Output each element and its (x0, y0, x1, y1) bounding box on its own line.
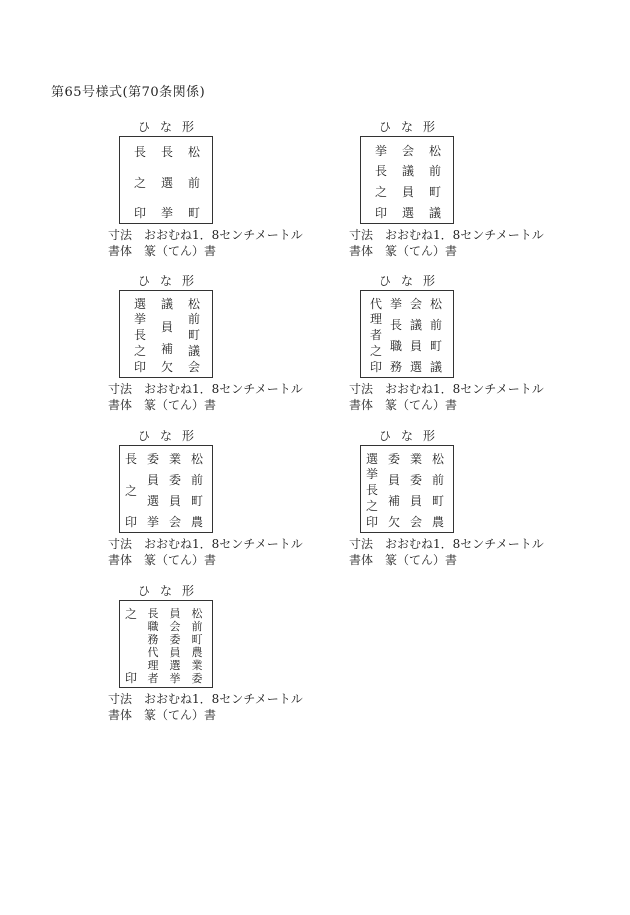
seal-char: 長 (389, 318, 402, 332)
size-spec: 寸法 おおむね1．8センチメートル (349, 228, 544, 242)
seal-char: 代 (369, 297, 382, 311)
seal-char: 之 (374, 185, 387, 199)
hina-char: 形 (181, 584, 194, 598)
seal-char: 者 (147, 672, 159, 685)
hina-char: ひ (138, 120, 151, 134)
seal-block-6 (349, 429, 549, 569)
seal-block-2 (349, 120, 549, 260)
seal-char: 理 (369, 312, 382, 326)
size-spec: 寸法 おおむね1．8センチメートル (108, 228, 303, 242)
form-title: 第65号様式(第70条関係) (51, 85, 206, 100)
seal-char: 員 (169, 607, 181, 620)
seal-char: 長 (365, 483, 378, 497)
hina-label (138, 274, 194, 288)
seal-char: 欠 (160, 360, 173, 374)
seal-char: 員 (409, 494, 422, 508)
hina-char: 形 (181, 274, 194, 288)
seal-char: 委 (191, 672, 203, 685)
seal-char: 町 (191, 633, 203, 646)
seal-char: 松 (187, 145, 200, 159)
seal-block-3 (108, 274, 308, 414)
size-spec: 寸法 おおむね1．8センチメートル (108, 692, 303, 706)
seal-char: 業 (168, 452, 181, 466)
hina-char: な (159, 429, 172, 443)
font-style-spec: 書体 篆（てん）書 (108, 553, 217, 567)
hina-char: な (400, 429, 413, 443)
seal-block-5 (108, 429, 308, 569)
seal-char: 印 (374, 206, 387, 220)
hina-label (379, 274, 435, 288)
seal-char: 前 (431, 473, 444, 487)
seal-char: 之 (124, 607, 137, 621)
seal-char: 松 (429, 297, 442, 311)
hina-char: ひ (138, 584, 151, 598)
seal-char: 町 (431, 494, 444, 508)
seal-char: 選 (401, 206, 414, 220)
seal-box (360, 290, 454, 378)
seal-char: 之 (369, 344, 382, 358)
seal-char: 松 (428, 144, 441, 158)
seal-block-1 (108, 120, 308, 260)
font-style-spec: 書体 篆（てん）書 (349, 398, 458, 412)
hina-char: ひ (379, 429, 392, 443)
seal-box (360, 445, 454, 533)
seal-char: 長 (133, 145, 146, 159)
seal-char: 補 (387, 494, 400, 508)
hina-char: な (400, 120, 413, 134)
seal-char: 松 (191, 607, 203, 620)
seal-char: 議 (187, 344, 200, 358)
seal-char: 委 (169, 633, 181, 646)
seal-char: 選 (409, 360, 422, 374)
seal-char: 議 (429, 360, 442, 374)
seal-char: 理 (147, 659, 159, 672)
font-style-spec: 書体 篆（てん）書 (108, 398, 217, 412)
seal-box (119, 290, 213, 378)
seal-char: 委 (387, 452, 400, 466)
seal-char: 長 (147, 607, 159, 620)
seal-char: 農 (190, 515, 203, 529)
seal-block-4 (349, 274, 549, 414)
seal-char: 印 (133, 360, 146, 374)
hina-label (138, 584, 194, 598)
seal-char: 会 (168, 515, 181, 529)
seal-char: 長 (374, 164, 387, 178)
size-spec: 寸法 おおむね1．8センチメートル (108, 382, 303, 396)
seal-char: 選 (133, 297, 146, 311)
seal-box (119, 600, 213, 688)
seal-char: 印 (369, 360, 382, 374)
seal-char: 委 (409, 473, 422, 487)
seal-char: 議 (401, 164, 414, 178)
size-spec: 寸法 おおむね1．8センチメートル (349, 382, 544, 396)
seal-char: 農 (431, 515, 444, 529)
seal-char: 長 (133, 328, 146, 342)
seal-char: 前 (428, 164, 441, 178)
seal-char: 員 (146, 473, 159, 487)
hina-char: 形 (422, 429, 435, 443)
seal-box (119, 445, 213, 533)
hina-label (138, 429, 194, 443)
seal-char: 員 (387, 473, 400, 487)
seal-char: 挙 (389, 297, 402, 311)
seal-char: 長 (160, 145, 173, 159)
seal-char: 会 (409, 297, 422, 311)
size-spec: 寸法 おおむね1．8センチメートル (108, 537, 303, 551)
hina-char: ひ (138, 274, 151, 288)
size-spec: 寸法 おおむね1．8センチメートル (349, 537, 544, 551)
seal-char: 前 (190, 473, 203, 487)
seal-char: 業 (409, 452, 422, 466)
seal-char: 町 (428, 185, 441, 199)
seal-char: 町 (187, 328, 200, 342)
seal-char: 員 (168, 494, 181, 508)
seal-char: 議 (160, 297, 173, 311)
hina-char: 形 (422, 120, 435, 134)
hina-char: な (400, 274, 413, 288)
seal-char: 印 (124, 515, 137, 529)
seal-char: 之 (133, 176, 146, 190)
seal-char: 選 (365, 452, 378, 466)
seal-char: 松 (187, 297, 200, 311)
seal-char: 議 (409, 318, 422, 332)
seal-box (360, 136, 454, 224)
seal-char: 務 (389, 360, 402, 374)
seal-char: 松 (190, 452, 203, 466)
seal-char: 松 (431, 452, 444, 466)
seal-char: 印 (365, 515, 378, 529)
font-style-spec: 書体 篆（てん）書 (349, 244, 458, 258)
seal-char: 印 (124, 671, 137, 685)
font-style-spec: 書体 篆（てん）書 (108, 708, 217, 722)
seal-char: 選 (169, 659, 181, 672)
seal-char: 挙 (169, 672, 181, 685)
seal-char: 会 (187, 360, 200, 374)
hina-char: 形 (181, 120, 194, 134)
seal-char: 会 (401, 144, 414, 158)
seal-char: 長 (124, 452, 137, 466)
hina-char: な (159, 120, 172, 134)
seal-char: 前 (187, 176, 200, 190)
seal-char: 之 (133, 344, 146, 358)
font-style-spec: 書体 篆（てん）書 (108, 244, 217, 258)
seal-char: 選 (160, 176, 173, 190)
seal-char: 挙 (146, 515, 159, 529)
seal-char: 職 (389, 339, 402, 353)
seal-char: 会 (409, 515, 422, 529)
seal-char: 町 (187, 206, 200, 220)
hina-char: 形 (181, 429, 194, 443)
seal-char: 町 (190, 494, 203, 508)
seal-char: 員 (409, 339, 422, 353)
hina-label (138, 120, 194, 134)
seal-char: 挙 (160, 206, 173, 220)
seal-char: 欠 (387, 515, 400, 529)
seal-char: 町 (429, 339, 442, 353)
seal-char: 委 (168, 473, 181, 487)
hina-char: 形 (422, 274, 435, 288)
hina-label (379, 120, 435, 134)
seal-block-7 (108, 584, 308, 724)
seal-char: 代 (147, 646, 159, 659)
hina-char: ひ (138, 429, 151, 443)
seal-char: 議 (428, 206, 441, 220)
seal-char: 務 (147, 633, 159, 646)
seal-char: 員 (160, 320, 173, 334)
seal-char: 業 (191, 659, 203, 672)
seal-char: 挙 (365, 467, 378, 481)
seal-char: 者 (369, 328, 382, 342)
hina-char: ひ (379, 274, 392, 288)
seal-char: 前 (187, 312, 200, 326)
seal-box (119, 136, 213, 224)
seal-char: 前 (191, 620, 203, 633)
seal-char: 挙 (374, 144, 387, 158)
hina-char: な (159, 584, 172, 598)
font-style-spec: 書体 篆（てん）書 (349, 553, 458, 567)
seal-char: 補 (160, 342, 173, 356)
seal-char: 選 (146, 494, 159, 508)
seal-char: 之 (365, 499, 378, 513)
seal-char: 挙 (133, 312, 146, 326)
seal-char: 員 (169, 646, 181, 659)
seal-char: 農 (191, 646, 203, 659)
seal-char: 之 (124, 484, 137, 498)
seal-char: 委 (146, 452, 159, 466)
seal-char: 会 (169, 620, 181, 633)
seal-char: 前 (429, 318, 442, 332)
hina-char: ひ (379, 120, 392, 134)
seal-char: 印 (133, 206, 146, 220)
seal-char: 員 (401, 185, 414, 199)
seal-char: 職 (147, 620, 159, 633)
hina-char: な (159, 274, 172, 288)
hina-label (379, 429, 435, 443)
